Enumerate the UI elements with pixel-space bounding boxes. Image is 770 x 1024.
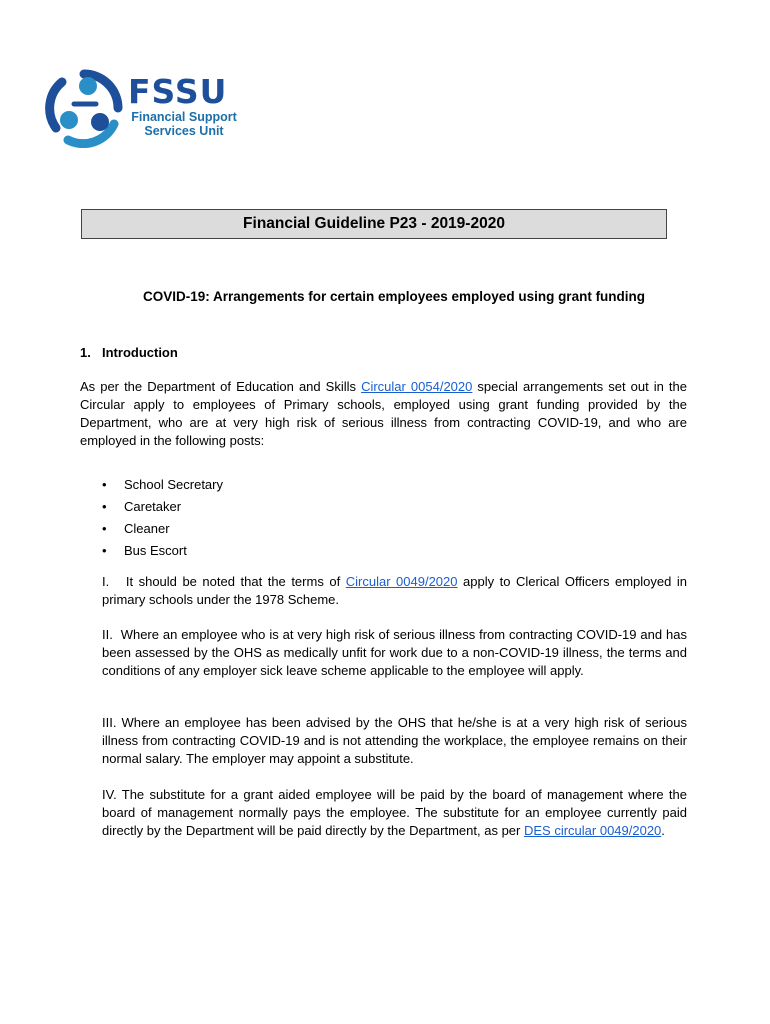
intro-paragraph [80, 378, 687, 450]
logo-line-2: Services Unit [144, 124, 224, 138]
posts-list [102, 474, 223, 562]
fssu-emblem-icon [44, 68, 124, 148]
logo-line-1: Financial Support [131, 110, 237, 124]
point-i-paragraph [102, 573, 687, 609]
point-iv-text-cont: . [661, 823, 665, 838]
section-title: Introduction [102, 345, 178, 360]
point-iv-paragraph [102, 786, 687, 840]
intro-text-cont: special arrangements set out in the Circular apply to employees of Primary schools, employed using grant funding provided by the Department, who are at very high risk of serious illness from contracting COVID-19, and who are employed in the following posts: [80, 379, 687, 448]
des-circular-0049-link[interactable]: DES circular 0049/2020 [523, 823, 662, 838]
point-label: I. [102, 574, 110, 589]
list-item-label: Bus Escort [124, 543, 187, 558]
circular-0049-link[interactable]: Circular 0049/2020 [345, 574, 458, 589]
bullet-icon: • [102, 499, 107, 514]
point-label: III. [102, 715, 117, 730]
list-item-label: Caretaker [124, 499, 182, 514]
list-item-label: Cleaner [124, 521, 170, 536]
list-item [102, 540, 223, 562]
list-item [102, 518, 223, 540]
section-heading [80, 345, 178, 360]
section-number: 1. [80, 345, 91, 360]
bullet-icon: • [102, 521, 107, 536]
list-item [102, 496, 223, 518]
point-ii-paragraph [102, 626, 687, 680]
point-label: IV. [102, 787, 117, 802]
list-item [102, 474, 223, 496]
bullet-icon: • [102, 543, 107, 558]
bullet-icon: • [102, 477, 107, 492]
point-iii-paragraph [102, 714, 687, 768]
circular-0054-link[interactable]: Circular 0054/2020 [361, 379, 473, 394]
point-i-text: It should be noted that the terms of [125, 574, 346, 589]
point-label: II. [102, 627, 113, 642]
list-item-label: School Secretary [124, 477, 223, 492]
document-subtitle: COVID-19: Arrangements for certain employees employed using grant funding [142, 289, 646, 304]
logo-acronym: FSSU [128, 72, 228, 111]
intro-text: As per the Department of Education and Skills [80, 379, 362, 394]
point-i-text-cont: apply to Clerical Officers employed in primary schools under the 1978 Scheme. [102, 574, 688, 607]
fssu-logo [44, 68, 244, 148]
point-ii-text: Where an employee who is at very high risk of serious illness from contracting COVID-19 and has been assessed by the OHS as medically unfit for work due to a non-COVID-19 illness, the terms and conditions of any employer sick leave scheme applicable to the employee will apply. [102, 627, 687, 678]
point-iii-text: Where an employee has been advised by the OHS that he/she is at a very high risk of serious illness from contracting COVID-19 and is not attending the workplace, the employee remains on their normal salary. The employer may appoint a substitute. [102, 715, 687, 766]
document-title: Financial Guideline P23 - 2019-2020 [81, 209, 667, 239]
point-iv-text: The substitute for a grant aided employee will be paid by the board of management where the board of management normally pays the employee. The substitute for an employee currently paid directly by the Department will be paid directly by the Department, as per [102, 787, 687, 838]
